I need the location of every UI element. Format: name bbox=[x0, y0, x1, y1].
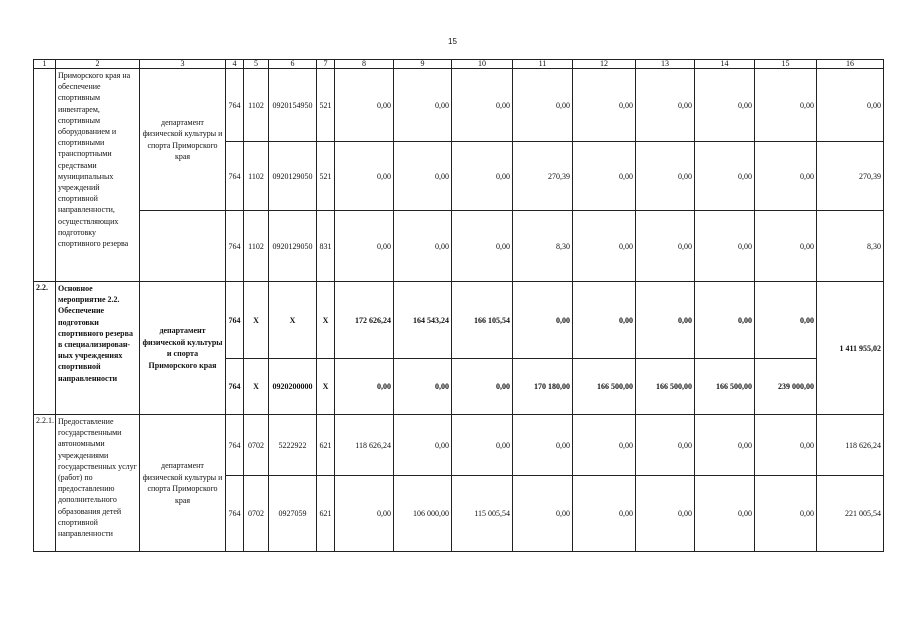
data-cell: 0,00 bbox=[452, 69, 513, 142]
data-cell: 0,00 bbox=[394, 415, 452, 476]
column-number: 6 bbox=[269, 60, 317, 69]
data-cell: 0,00 bbox=[394, 69, 452, 142]
data-cell: 0,00 bbox=[573, 282, 636, 359]
data-cell: 0702 bbox=[244, 415, 269, 476]
data-cell: 0,00 bbox=[636, 142, 695, 211]
executor-cell: департамент физической культуры и спорта Приморского края bbox=[140, 69, 226, 211]
data-cell: 0,00 bbox=[452, 359, 513, 415]
data-cell: 0,00 bbox=[755, 415, 817, 476]
data-cell: 0,00 bbox=[695, 476, 755, 552]
data-cell: 0,00 bbox=[755, 282, 817, 359]
data-cell: 0,00 bbox=[755, 142, 817, 211]
data-cell: 0,00 bbox=[695, 142, 755, 211]
data-cell: 5222922 bbox=[269, 415, 317, 476]
data-cell: 764 bbox=[226, 69, 244, 142]
column-number: 5 bbox=[244, 60, 269, 69]
page-number: 15 bbox=[448, 37, 457, 46]
row-number-cell: 2.2.1. bbox=[34, 415, 56, 552]
data-cell: 521 bbox=[317, 69, 335, 142]
column-number: 3 bbox=[140, 60, 226, 69]
data-cell: 0,00 bbox=[394, 211, 452, 282]
data-cell: 764 bbox=[226, 415, 244, 476]
data-cell: 166 500,00 bbox=[573, 359, 636, 415]
data-cell: 0920154950 bbox=[269, 69, 317, 142]
total-cell: 1 411 955,02 bbox=[817, 282, 884, 415]
row-number-cell bbox=[34, 69, 56, 282]
table-row bbox=[34, 69, 884, 142]
data-cell: 0,00 bbox=[636, 476, 695, 552]
data-cell: X bbox=[269, 282, 317, 359]
data-cell: 521 bbox=[317, 142, 335, 211]
table-row bbox=[34, 211, 884, 282]
data-cell: 166 500,00 bbox=[695, 359, 755, 415]
data-cell: 1102 bbox=[244, 69, 269, 142]
data-cell: 8,30 bbox=[817, 211, 884, 282]
data-cell: 221 005,54 bbox=[817, 476, 884, 552]
data-cell: 0,00 bbox=[452, 211, 513, 282]
data-cell: 0,00 bbox=[573, 69, 636, 142]
measure-name: Предоставление государственными автономными учреждениями государственных услуг (работ) по предоставлению дополнительного образования детей спортивной направленности bbox=[56, 415, 140, 552]
column-number: 16 bbox=[817, 60, 884, 69]
data-cell: 0,00 bbox=[755, 69, 817, 142]
row-number-cell: 2.2. bbox=[34, 282, 56, 415]
data-cell: 0,00 bbox=[636, 69, 695, 142]
data-cell: 0,00 bbox=[817, 69, 884, 142]
data-cell: X bbox=[317, 282, 335, 359]
data-cell: 0,00 bbox=[513, 415, 573, 476]
data-cell: 0,00 bbox=[335, 69, 394, 142]
data-cell: 0,00 bbox=[636, 211, 695, 282]
data-cell: 1102 bbox=[244, 211, 269, 282]
column-number: 10 bbox=[452, 60, 513, 69]
data-cell: 1102 bbox=[244, 142, 269, 211]
budget-table bbox=[33, 59, 884, 552]
data-cell: 164 543,24 bbox=[394, 282, 452, 359]
data-cell: 0,00 bbox=[394, 359, 452, 415]
data-cell: 0920129050 bbox=[269, 211, 317, 282]
data-cell: 0,00 bbox=[755, 211, 817, 282]
data-cell: 0,00 bbox=[573, 142, 636, 211]
data-cell: X bbox=[244, 282, 269, 359]
data-cell: 621 bbox=[317, 476, 335, 552]
data-cell: 0,00 bbox=[695, 211, 755, 282]
column-number: 13 bbox=[636, 60, 695, 69]
data-cell: 0,00 bbox=[695, 282, 755, 359]
measure-name: Основное мероприятие 2.2. Обеспечение подготовки спортивного резерва в специализирован-ных учреждениях спортивной направленности bbox=[56, 282, 140, 415]
data-cell: 0927059 bbox=[269, 476, 317, 552]
data-cell: 0,00 bbox=[335, 359, 394, 415]
data-cell: 0,00 bbox=[755, 476, 817, 552]
executor-cell-empty bbox=[140, 211, 226, 282]
data-cell: 0,00 bbox=[573, 211, 636, 282]
data-cell: 0,00 bbox=[335, 476, 394, 552]
column-number: 9 bbox=[394, 60, 452, 69]
data-cell: 270,39 bbox=[513, 142, 573, 211]
data-cell: 0,00 bbox=[335, 211, 394, 282]
column-number: 7 bbox=[317, 60, 335, 69]
data-cell: 0702 bbox=[244, 476, 269, 552]
data-cell: 0,00 bbox=[695, 415, 755, 476]
data-cell: 270,39 bbox=[817, 142, 884, 211]
data-cell: 170 180,00 bbox=[513, 359, 573, 415]
data-cell: X bbox=[317, 359, 335, 415]
data-cell: 8,30 bbox=[513, 211, 573, 282]
data-cell: 764 bbox=[226, 142, 244, 211]
data-cell: 0,00 bbox=[513, 69, 573, 142]
column-number: 14 bbox=[695, 60, 755, 69]
data-cell: 239 000,00 bbox=[755, 359, 817, 415]
data-cell: 0,00 bbox=[452, 142, 513, 211]
data-cell: 106 000,00 bbox=[394, 476, 452, 552]
data-cell: 0,00 bbox=[335, 142, 394, 211]
data-cell: 0,00 bbox=[695, 69, 755, 142]
data-cell: 764 bbox=[226, 359, 244, 415]
data-cell: 764 bbox=[226, 211, 244, 282]
data-cell: 831 bbox=[317, 211, 335, 282]
column-number: 2 bbox=[56, 60, 140, 69]
data-cell: 166 105,54 bbox=[452, 282, 513, 359]
column-number: 8 bbox=[335, 60, 394, 69]
data-cell: 0920200000 bbox=[269, 359, 317, 415]
data-cell: 0,00 bbox=[636, 415, 695, 476]
data-cell: 115 005,54 bbox=[452, 476, 513, 552]
data-cell: 0,00 bbox=[394, 142, 452, 211]
column-number: 11 bbox=[513, 60, 573, 69]
data-cell: 172 626,24 bbox=[335, 282, 394, 359]
column-number: 1 bbox=[34, 60, 56, 69]
table-row bbox=[34, 415, 884, 476]
data-cell: 0,00 bbox=[452, 415, 513, 476]
data-cell: 0,00 bbox=[513, 476, 573, 552]
data-cell: 0,00 bbox=[573, 476, 636, 552]
data-cell: 118 626,24 bbox=[817, 415, 884, 476]
data-cell: X bbox=[244, 359, 269, 415]
data-cell: 0920129050 bbox=[269, 142, 317, 211]
data-cell: 166 500,00 bbox=[636, 359, 695, 415]
data-cell: 764 bbox=[226, 476, 244, 552]
data-cell: 0,00 bbox=[573, 415, 636, 476]
data-cell: 118 626,24 bbox=[335, 415, 394, 476]
data-cell: 621 bbox=[317, 415, 335, 476]
data-cell: 0,00 bbox=[513, 282, 573, 359]
data-cell: 0,00 bbox=[636, 282, 695, 359]
column-number: 12 bbox=[573, 60, 636, 69]
executor-cell: департамент физической культуры и спорта Приморского края bbox=[140, 415, 226, 552]
measure-name: Приморского края на обеспечение спортивным инвентарем, спортивным оборудованием и спортивными транспортными средствами муниципальных учреждений спортивной направленности, осуществляющих подготовку спортивного резерва bbox=[56, 69, 140, 282]
column-number: 15 bbox=[755, 60, 817, 69]
header-row bbox=[34, 60, 884, 69]
executor-cell: департамент физической культуры и спорта Приморского края bbox=[140, 282, 226, 415]
table-row bbox=[34, 282, 884, 359]
data-cell: 764 bbox=[226, 282, 244, 359]
column-number: 4 bbox=[226, 60, 244, 69]
